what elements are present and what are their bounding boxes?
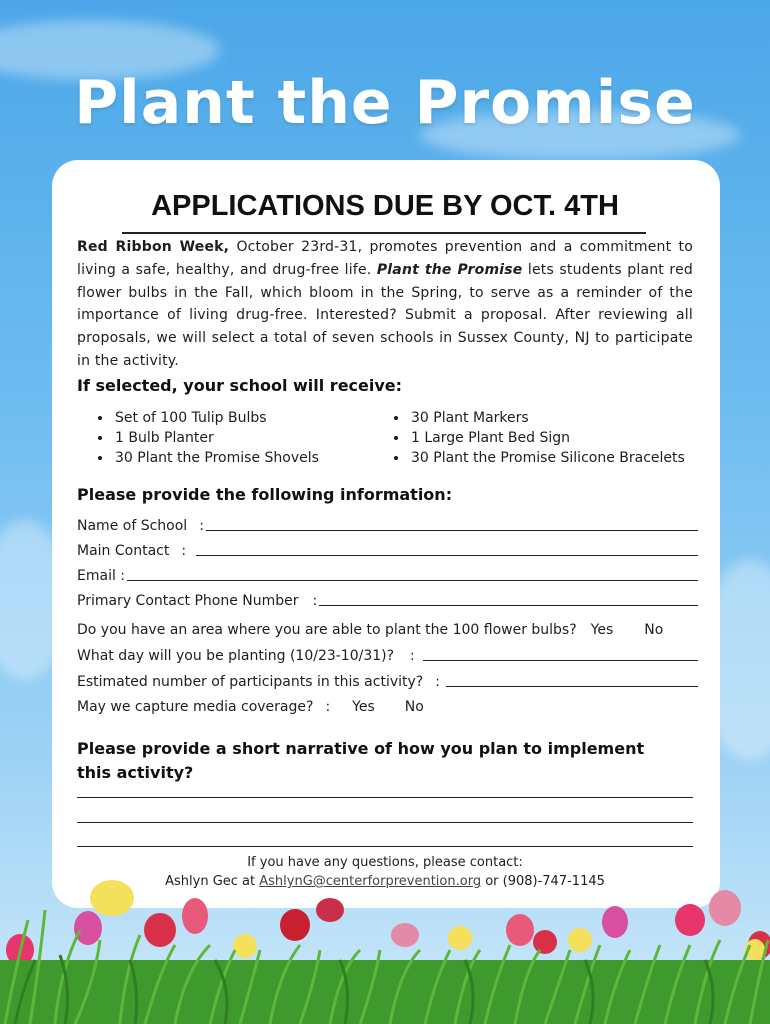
phone-line[interactable]: [319, 605, 698, 606]
contact-prefix: Ashlyn Gec at: [165, 874, 260, 889]
list-item: • 1 Bulb Planter: [113, 428, 319, 448]
participants-field[interactable]: [77, 672, 698, 690]
form-heading: Please provide the following information:: [77, 485, 453, 504]
list-item: • Set of 100 Tulip Bulbs: [113, 408, 319, 428]
narrative-line-3[interactable]: [77, 846, 693, 847]
intro-program-name: Plant the Promise: [376, 261, 523, 278]
contact-field[interactable]: [77, 541, 698, 559]
media-no-option[interactable]: No: [404, 699, 424, 715]
media-question: [77, 697, 698, 715]
area-yes-option[interactable]: Yes: [590, 622, 614, 638]
contact-line[interactable]: [196, 555, 698, 556]
list-item: • 1 Large Plant Bed Sign: [409, 428, 685, 448]
email-field[interactable]: [77, 566, 698, 584]
intro-lead: Red Ribbon Week,: [77, 239, 230, 255]
receive-heading: If selected, your school will receive:: [77, 376, 403, 395]
day-label: What day will you be planting (10/23-10/31)?: [77, 648, 395, 664]
area-no-option[interactable]: No: [644, 622, 664, 638]
colon: :: [181, 543, 187, 559]
list-item: • 30 Plant Markers: [409, 408, 685, 428]
receive-list-right: [387, 408, 685, 468]
school-field[interactable]: [77, 516, 698, 534]
intro-paragraph: [77, 236, 693, 373]
narrative-heading: Please provide a short narrative of how you plan to implement this activity?: [77, 739, 645, 782]
media-label: May we capture media coverage?: [77, 699, 314, 715]
contact-label: Main Contact: [77, 543, 170, 559]
grass-and-tulips: [0, 850, 770, 1024]
colon: :: [410, 648, 415, 664]
colon: :: [199, 518, 204, 534]
media-yes-option[interactable]: Yes: [352, 699, 375, 715]
colon: :: [312, 593, 318, 609]
narrative-line-1[interactable]: [77, 797, 693, 798]
page-title: Plant the Promise: [74, 68, 696, 138]
participants-label: Estimated number of participants in this activity?: [77, 674, 424, 690]
list-item: • 30 Plant the Promise Silicone Bracelets: [409, 448, 685, 468]
contact-line-1: If you have any questions, please contact:: [247, 855, 523, 870]
email-line[interactable]: [127, 580, 698, 581]
phone-label: Primary Contact Phone Number: [77, 593, 299, 609]
narrative-line-2[interactable]: [77, 822, 693, 823]
participants-line[interactable]: [446, 686, 698, 687]
colon: :: [435, 674, 440, 690]
phone-field[interactable]: [77, 591, 698, 609]
receive-list-left: [91, 408, 319, 468]
heading-underline: [122, 232, 646, 234]
day-field[interactable]: [77, 646, 698, 664]
contact-email-link[interactable]: AshlynG@centerforprevention.org: [259, 874, 482, 889]
school-line[interactable]: [206, 530, 698, 531]
area-question: [77, 620, 698, 638]
area-label: Do you have an area where you are able to plant the 100 flower bulbs?: [77, 622, 577, 638]
colon: :: [325, 699, 331, 715]
list-item: • 30 Plant the Promise Shovels: [113, 448, 319, 468]
intro-text-2: lets students plant red flower bulbs in the Fall, which bloom in the Spring, to serve as a reminder of the importance of living drug-free. Interested? Submit a proposal. After reviewing all proposals, we will select a total of seven schools in Sussex County, NJ to participate in the activity.: [77, 261, 693, 369]
contact-phone: or (908)-747-1145: [481, 874, 605, 889]
day-line[interactable]: [423, 660, 698, 661]
deadline-heading: APPLICATIONS DUE BY OCT. 4TH: [151, 190, 619, 222]
school-label: Name of School: [77, 518, 188, 534]
intro-text-1: October 23rd-31, promotes prevention and a commitment to living a safe, healthy, and drug-free life.: [77, 239, 693, 278]
email-label: Email :: [77, 568, 126, 584]
